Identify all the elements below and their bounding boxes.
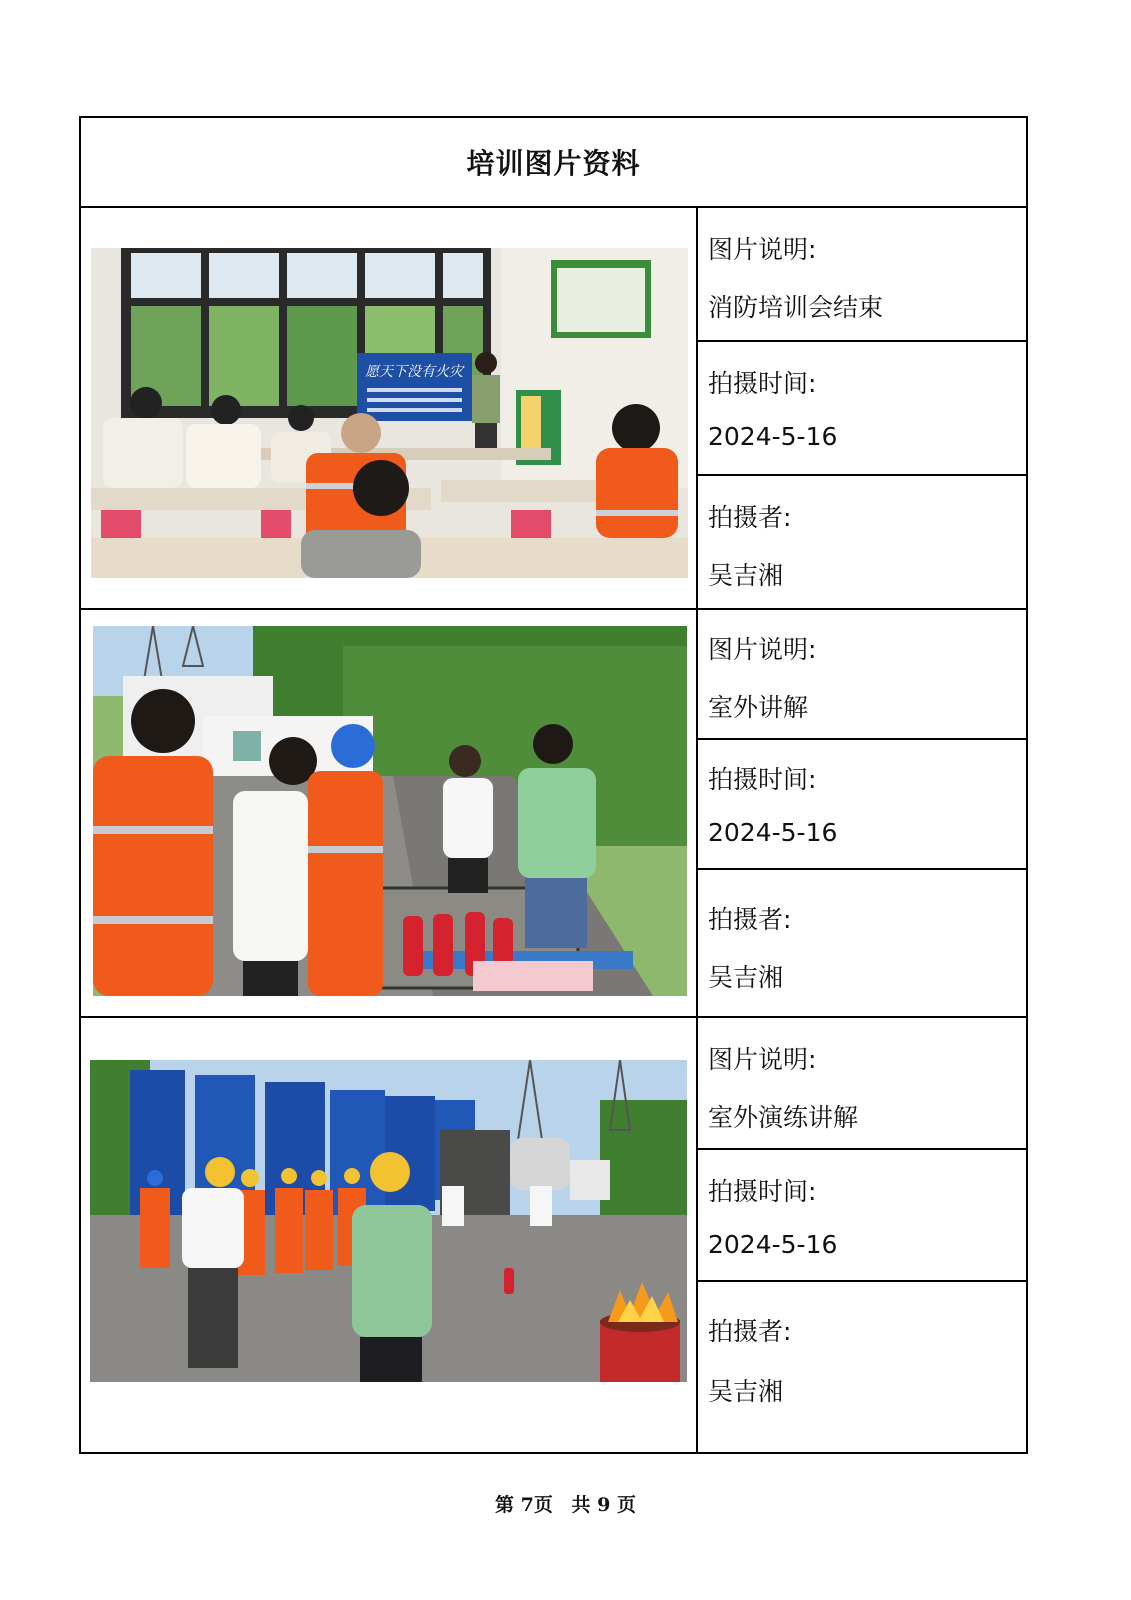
time-cell-3 <box>698 1150 1026 1282</box>
time-value: 2024-5-16 <box>708 1230 838 1259</box>
photo-record-table <box>79 116 1028 1454</box>
photo-cell-2 <box>81 610 698 1016</box>
outdoor-briefing-photo <box>93 626 687 996</box>
photo-cell-1 <box>81 208 698 608</box>
photographer-label: 拍摄者: <box>708 905 792 934</box>
page-total: 共 9 页 <box>571 1494 636 1516</box>
page-footer <box>0 1490 1131 1517</box>
table-title-row <box>81 118 1026 208</box>
time-label: 拍摄时间: <box>708 765 817 794</box>
photographer-value: 吴吉湘 <box>708 1377 784 1406</box>
photographer-value: 吴吉湘 <box>708 561 784 590</box>
photo-entry-1 <box>81 208 1026 610</box>
caption-label: 图片说明: <box>708 235 817 264</box>
time-cell-2 <box>698 740 1026 870</box>
photo-entry-2 <box>81 610 1026 1018</box>
time-cell-1 <box>698 342 1026 476</box>
time-label: 拍摄时间: <box>708 1177 817 1206</box>
photo-info-2 <box>698 610 1026 1016</box>
photographer-cell-1 <box>698 476 1026 610</box>
photo-info-3 <box>698 1018 1026 1452</box>
time-value: 2024-5-16 <box>708 422 838 451</box>
training-banner-text: 愿天下没有火灾 <box>365 364 463 380</box>
caption-label: 图片说明: <box>708 635 817 664</box>
time-value: 2024-5-16 <box>708 818 838 847</box>
photo-info-1 <box>698 208 1026 608</box>
photographer-label: 拍摄者: <box>708 503 792 532</box>
caption-value: 室外演练讲解 <box>708 1103 859 1132</box>
photographer-cell-2 <box>698 870 1026 1018</box>
caption-cell-1 <box>698 208 1026 342</box>
caption-cell-3 <box>698 1018 1026 1150</box>
caption-value: 室外讲解 <box>708 693 809 722</box>
photo-cell-3 <box>81 1018 698 1452</box>
photographer-cell-3 <box>698 1282 1026 1452</box>
photographer-label: 拍摄者: <box>708 1317 792 1346</box>
caption-cell-2 <box>698 610 1026 740</box>
time-label: 拍摄时间: <box>708 369 817 398</box>
photographer-value: 吴吉湘 <box>708 963 784 992</box>
caption-value: 消防培训会结束 <box>708 293 884 322</box>
page-number: 第 7页 <box>495 1494 553 1516</box>
outdoor-drill-photo <box>90 1060 687 1382</box>
photo-entry-3 <box>81 1018 1026 1452</box>
training-room-photo <box>91 248 688 578</box>
caption-label: 图片说明: <box>708 1045 817 1074</box>
table-title: 培训图片资料 <box>466 147 641 180</box>
